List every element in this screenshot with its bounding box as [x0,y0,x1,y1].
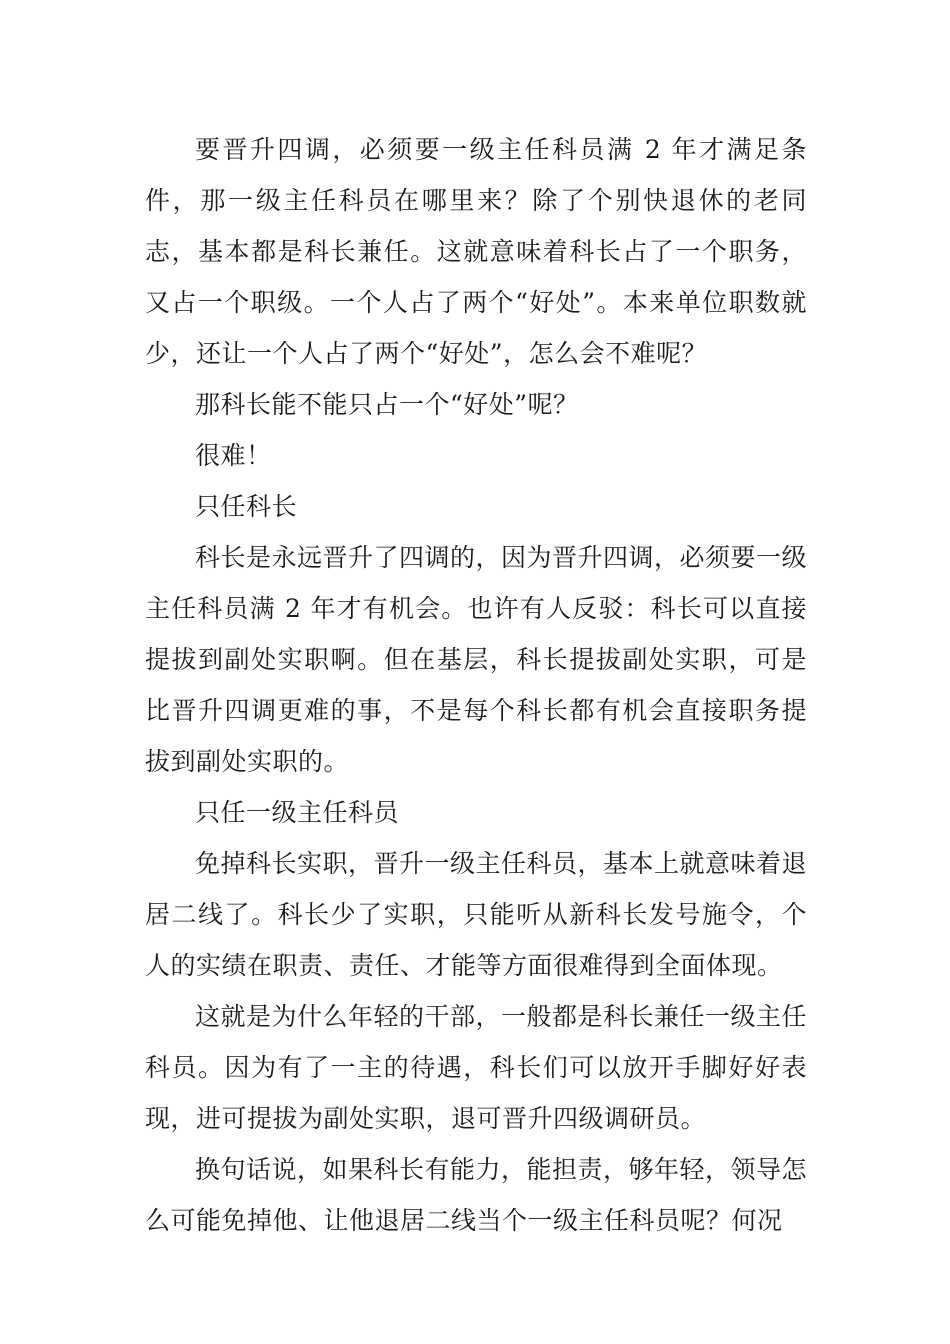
paragraph-principal-clerk-only: 免掉科长实职，晋升一级主任科员，基本上就意味着退居二线了。科长少了实职，只能听从新科长发号施令，个人的实绩在职责、责任、才能等方面很难得到全面体现。 [145,849,808,980]
paragraph-answer: 很难！ [195,441,272,470]
subheading-principal-clerk-only: 只任一级主任科员 [195,798,400,827]
subheading-section-chief-only: 只任科长 [195,492,298,521]
paragraph-in-other-words: 换句话说，如果科长有能力，能担责，够年轻，领导怎么可能免掉他、让他退居二线当个一级主任科员呢？何况 [145,1155,808,1235]
document-body [145,124,807,1246]
paragraph-question: 那科长能不能只占一个“好处”呢？ [195,390,579,419]
paragraph-young-cadres: 这就是为什么年轻的干部，一般都是科长兼任一级主任科员。因为有了一主的待遇，科长们可以放开手脚好好表现，进可提拔为副处实职，退可晋升四级调研员。 [145,1002,808,1133]
paragraph-promotion-condition: 要晋升四调，必须要一级主任科员满 2 年才满足条件，那一级主任科员在哪里来？除了个别快退休的老同志，基本都是科长兼任。这就意味着科长占了一个职务，又占一个职级。一个人占了两个“好处”。本来单位职数就少，还让一个人占了两个“好处”，怎么会不难呢？ [145,135,807,368]
paragraph-section-chief-only: 科长是永远晋升了四调的，因为晋升四调，必须要一级主任科员满 2 年才有机会。也许有人反驳：科长可以直接提拔到副处实职啊。但在基层，科长提拔副处实职，可是比晋升四调更难的事，不是每个科长都有机会直接职务提拔到副处实职的。 [145,543,808,776]
